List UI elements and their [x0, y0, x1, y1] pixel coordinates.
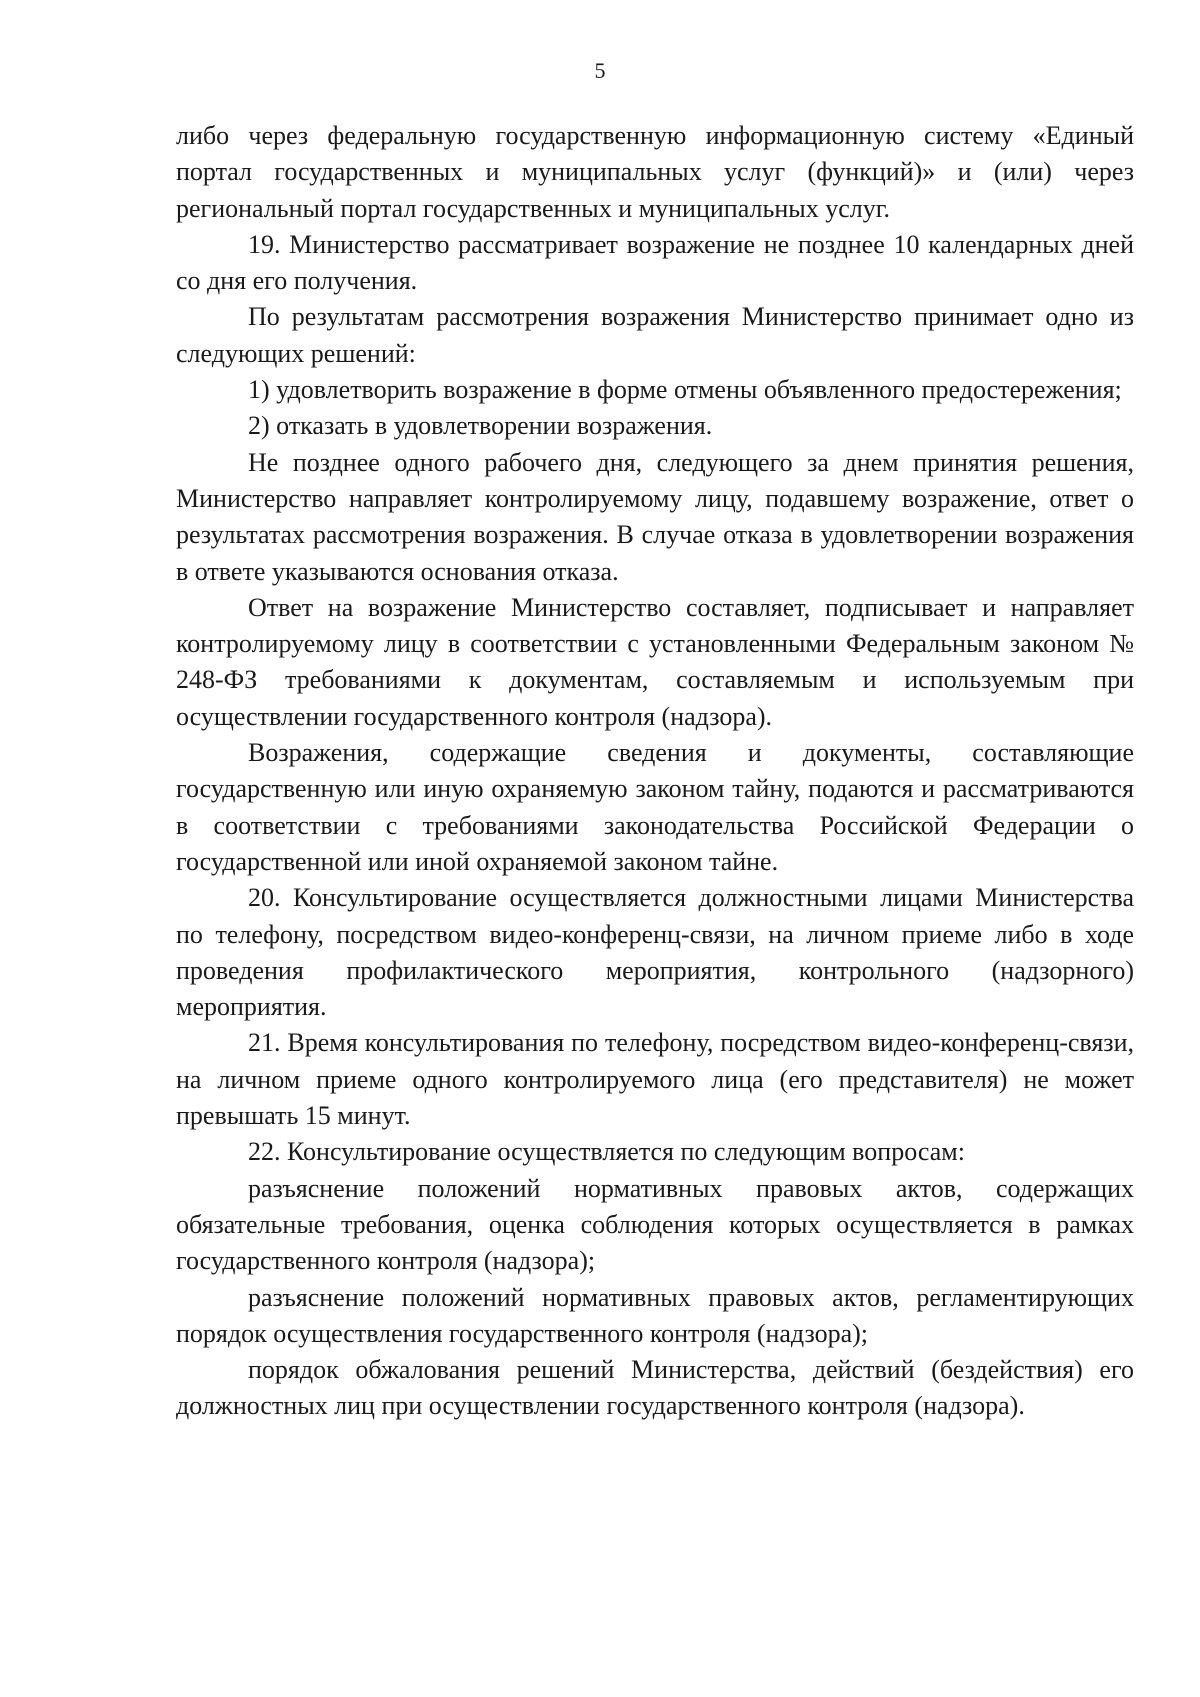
paragraph-question-2: разъяснение положений нормативных правовых актов, регламентирующих порядок осуществления государственного контроля (надзора); — [176, 1282, 1134, 1348]
paragraph-item-22: 22. Консультирование осуществляется по следующим вопросам: — [248, 1137, 965, 1167]
paragraph-decision-options: По результатам рассмотрения возражения Министерство принимает одно из следующих решений: — [176, 302, 1134, 368]
paragraph-secret-info: Возражения, содержащие сведения и документы, составляющие государственную или иную охраняемую законом тайну, подаются и рассматриваются в соответствии с требованиями законодательства Российской Федерации о государственной или иной охраняемой законом тайне. — [176, 738, 1134, 876]
paragraph-continuation: либо через федеральную государственную информационную систему «Единый портал государственных и муниципальных услуг (функций)» и (или) через региональный портал государственных и муниципальных услуг. — [176, 121, 1134, 223]
paragraph-question-3: порядок обжалования решений Министерства, действий (бездействия) его должностных лиц при осуществлении государственного контроля (надзора). — [176, 1355, 1134, 1421]
paragraph-item-20: 20. Консультирование осуществляется должностными лицами Министерства по телефону, посредством видео-конференц-связи, на личном приеме либо в ходе проведения профилактического мероприятия, контрольного (надзорного) мероприятия. — [176, 883, 1134, 1022]
paragraph-option-1: 1) удовлетворить возражение в форме отмены объявленного предостережения; — [248, 375, 1122, 405]
paragraph-option-2: 2) отказать в удовлетворении возражения. — [248, 411, 713, 441]
paragraph-item-19: 19. Министерство рассматривает возражение не позднее 10 календарных дней со дня его получения. — [176, 229, 1134, 296]
paragraph-item-21: 21. Время консультирования по телефону, посредством видео-конференц-связи, на личном приеме одного контролируемого лица (его представителя) не может превышать 15 минут. — [176, 1028, 1134, 1131]
paragraph-question-1: разъяснение положений нормативных правовых актов, содержащих обязательные требования, оценка соблюдения которых осуществляется в рамках государственного контроля (надзора); — [176, 1173, 1134, 1276]
paragraph-response-signing: Ответ на возражение Министерство составляет, подписывает и направляет контролируемому лицу в соответствии с установленными Федеральным законом № 248-ФЗ требованиями к документам, составляемым и используемым при осуществлении государственного контроля (надзора). — [176, 592, 1134, 731]
document-body — [176, 118, 1134, 1425]
page-number: 5 — [594, 58, 606, 83]
paragraph-response-deadline: Не позднее одного рабочего дня, следующего за днем принятия решения, Министерство направляет контролируемому лицу, подавшему возражение, ответ о результатах рассмотрения возражения. В случае отказа в удовлетворении возражения в ответе указываются основания отказа. — [176, 447, 1134, 586]
